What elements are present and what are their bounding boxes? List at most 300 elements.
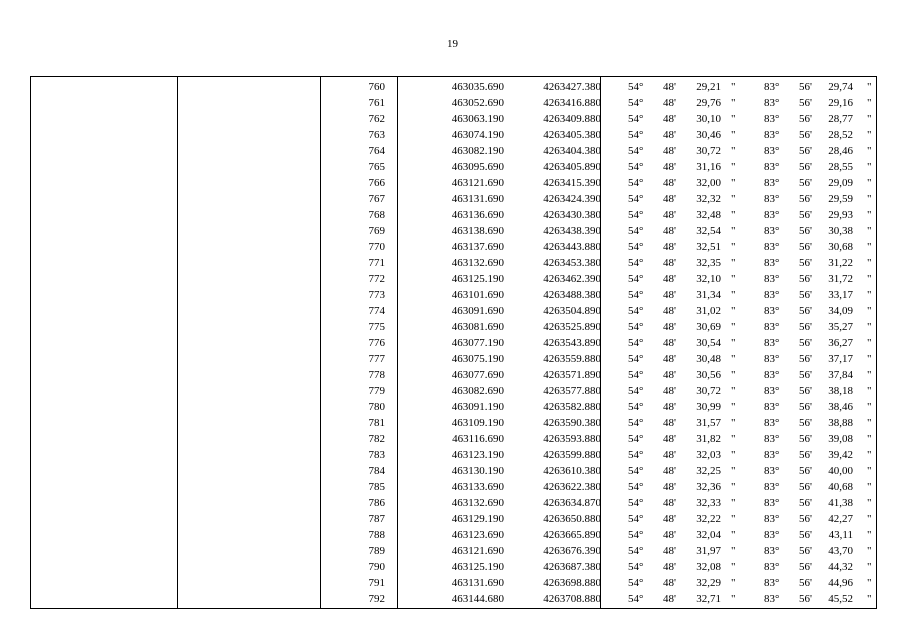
longitude-seconds: 29,09 [828, 177, 853, 189]
longitude-minutes: 56' [799, 529, 812, 541]
x-coordinate: 463101.690 [451, 289, 504, 301]
longitude-degrees: 83° [764, 417, 780, 429]
y-coordinate: 4263665.890 [543, 529, 601, 541]
longitude-minutes: 56' [799, 129, 812, 141]
seconds-symbol: " [867, 545, 872, 557]
latitude-seconds: 30,72 [696, 145, 721, 157]
seconds-symbol: " [867, 481, 872, 493]
latitude-minutes: 48' [663, 577, 676, 589]
table-row [31, 159, 876, 175]
latitude-minutes: 48' [663, 385, 676, 397]
latitude-minutes: 48' [663, 545, 676, 557]
seconds-symbol: " [731, 593, 736, 605]
latitude-minutes: 48' [663, 177, 676, 189]
longitude-seconds: 44,96 [828, 577, 853, 589]
seconds-symbol: " [867, 369, 872, 381]
seconds-symbol: " [867, 209, 872, 221]
latitude-minutes: 48' [663, 529, 676, 541]
longitude-degrees: 83° [764, 545, 780, 557]
longitude-seconds: 31,72 [828, 273, 853, 285]
point-number: 777 [368, 353, 385, 365]
x-coordinate: 463077.690 [451, 369, 504, 381]
x-coordinate: 463082.690 [451, 385, 504, 397]
longitude-degrees: 83° [764, 193, 780, 205]
latitude-minutes: 48' [663, 561, 676, 573]
y-coordinate: 4263571.890 [543, 369, 601, 381]
y-coordinate: 4263582.880 [543, 401, 601, 413]
latitude-degrees: 54° [628, 321, 644, 333]
point-number: 763 [368, 129, 385, 141]
longitude-degrees: 83° [764, 113, 780, 125]
latitude-seconds: 32,04 [696, 529, 721, 541]
longitude-degrees: 83° [764, 129, 780, 141]
point-number: 764 [368, 145, 385, 157]
point-number: 767 [368, 193, 385, 205]
longitude-minutes: 56' [799, 577, 812, 589]
longitude-degrees: 83° [764, 481, 780, 493]
seconds-symbol: " [731, 273, 736, 285]
latitude-seconds: 32,08 [696, 561, 721, 573]
longitude-minutes: 56' [799, 353, 812, 365]
latitude-minutes: 48' [663, 113, 676, 125]
point-number: 790 [368, 561, 385, 573]
x-coordinate: 463082.190 [451, 145, 504, 157]
point-number: 788 [368, 529, 385, 541]
latitude-degrees: 54° [628, 273, 644, 285]
longitude-minutes: 56' [799, 81, 812, 93]
y-coordinate: 4263430.380 [543, 209, 601, 221]
latitude-minutes: 48' [663, 129, 676, 141]
longitude-seconds: 29,59 [828, 193, 853, 205]
longitude-degrees: 83° [764, 97, 780, 109]
latitude-minutes: 48' [663, 257, 676, 269]
seconds-symbol: " [867, 225, 872, 237]
table-row [31, 111, 876, 127]
x-coordinate: 463091.690 [451, 305, 504, 317]
longitude-seconds: 43,11 [828, 529, 853, 541]
longitude-seconds: 44,32 [828, 561, 853, 573]
latitude-minutes: 48' [663, 81, 676, 93]
longitude-seconds: 38,18 [828, 385, 853, 397]
seconds-symbol: " [731, 81, 736, 93]
latitude-degrees: 54° [628, 417, 644, 429]
longitude-minutes: 56' [799, 241, 812, 253]
point-number: 772 [368, 273, 385, 285]
longitude-minutes: 56' [799, 225, 812, 237]
latitude-degrees: 54° [628, 481, 644, 493]
latitude-seconds: 32,22 [696, 513, 721, 525]
x-coordinate: 463136.690 [451, 209, 504, 221]
seconds-symbol: " [867, 449, 872, 461]
latitude-degrees: 54° [628, 193, 644, 205]
table-row [31, 335, 876, 351]
latitude-minutes: 48' [663, 433, 676, 445]
longitude-seconds: 38,46 [828, 401, 853, 413]
longitude-degrees: 83° [764, 161, 780, 173]
latitude-seconds: 30,72 [696, 385, 721, 397]
seconds-symbol: " [867, 385, 872, 397]
latitude-degrees: 54° [628, 97, 644, 109]
x-coordinate: 463035.690 [451, 81, 504, 93]
seconds-symbol: " [731, 401, 736, 413]
y-coordinate: 4263543.890 [543, 337, 601, 349]
point-number: 787 [368, 513, 385, 525]
seconds-symbol: " [867, 193, 872, 205]
latitude-degrees: 54° [628, 81, 644, 93]
longitude-degrees: 83° [764, 241, 780, 253]
point-number: 771 [368, 257, 385, 269]
latitude-seconds: 30,10 [696, 113, 721, 125]
table-row [31, 287, 876, 303]
latitude-seconds: 32,10 [696, 273, 721, 285]
longitude-seconds: 43,70 [828, 545, 853, 557]
x-coordinate: 463131.690 [451, 193, 504, 205]
y-coordinate: 4263415.390 [543, 177, 601, 189]
seconds-symbol: " [731, 353, 736, 365]
seconds-symbol: " [731, 129, 736, 141]
point-number: 774 [368, 305, 385, 317]
y-coordinate: 4263488.380 [543, 289, 601, 301]
latitude-seconds: 32,51 [696, 241, 721, 253]
table-row [31, 511, 876, 527]
latitude-minutes: 48' [663, 161, 676, 173]
point-number: 779 [368, 385, 385, 397]
latitude-degrees: 54° [628, 497, 644, 509]
latitude-minutes: 48' [663, 481, 676, 493]
seconds-symbol: " [867, 417, 872, 429]
table-row [31, 415, 876, 431]
longitude-minutes: 56' [799, 289, 812, 301]
latitude-minutes: 48' [663, 225, 676, 237]
latitude-minutes: 48' [663, 97, 676, 109]
seconds-symbol: " [867, 401, 872, 413]
seconds-symbol: " [731, 417, 736, 429]
seconds-symbol: " [867, 593, 872, 605]
longitude-seconds: 28,77 [828, 113, 853, 125]
longitude-degrees: 83° [764, 385, 780, 397]
seconds-symbol: " [867, 305, 872, 317]
longitude-seconds: 36,27 [828, 337, 853, 349]
table-row [31, 303, 876, 319]
y-coordinate: 4263424.390 [543, 193, 601, 205]
point-number: 785 [368, 481, 385, 493]
latitude-degrees: 54° [628, 113, 644, 125]
table-row [31, 559, 876, 575]
longitude-minutes: 56' [799, 593, 812, 605]
point-number: 778 [368, 369, 385, 381]
seconds-symbol: " [867, 289, 872, 301]
latitude-seconds: 32,33 [696, 497, 721, 509]
x-coordinate: 463095.690 [451, 161, 504, 173]
latitude-degrees: 54° [628, 449, 644, 461]
y-coordinate: 4263577.880 [543, 385, 601, 397]
longitude-degrees: 83° [764, 337, 780, 349]
point-number: 761 [368, 97, 385, 109]
y-coordinate: 4263404.380 [543, 145, 601, 157]
longitude-minutes: 56' [799, 481, 812, 493]
table-row [31, 175, 876, 191]
seconds-symbol: " [867, 465, 872, 477]
latitude-degrees: 54° [628, 385, 644, 397]
longitude-minutes: 56' [799, 497, 812, 509]
seconds-symbol: " [731, 193, 736, 205]
longitude-seconds: 33,17 [828, 289, 853, 301]
y-coordinate: 4263525.890 [543, 321, 601, 333]
longitude-seconds: 40,00 [828, 465, 853, 477]
point-number: 792 [368, 593, 385, 605]
latitude-degrees: 54° [628, 433, 644, 445]
latitude-seconds: 32,71 [696, 593, 721, 605]
longitude-degrees: 83° [764, 177, 780, 189]
longitude-minutes: 56' [799, 465, 812, 477]
seconds-symbol: " [731, 161, 736, 173]
latitude-minutes: 48' [663, 593, 676, 605]
x-coordinate: 463077.190 [451, 337, 504, 349]
seconds-symbol: " [731, 513, 736, 525]
longitude-degrees: 83° [764, 449, 780, 461]
latitude-minutes: 48' [663, 465, 676, 477]
y-coordinate: 4263462.390 [543, 273, 601, 285]
y-coordinate: 4263443.880 [543, 241, 601, 253]
point-number: 780 [368, 401, 385, 413]
table-row [31, 79, 876, 95]
y-coordinate: 4263416.880 [543, 97, 601, 109]
y-coordinate: 4263698.880 [543, 577, 601, 589]
table-row [31, 399, 876, 415]
seconds-symbol: " [867, 113, 872, 125]
table-row [31, 239, 876, 255]
table-row [31, 143, 876, 159]
seconds-symbol: " [731, 497, 736, 509]
seconds-symbol: " [867, 81, 872, 93]
longitude-minutes: 56' [799, 209, 812, 221]
seconds-symbol: " [867, 529, 872, 541]
longitude-degrees: 83° [764, 81, 780, 93]
y-coordinate: 4263559.880 [543, 353, 601, 365]
latitude-seconds: 30,99 [696, 401, 721, 413]
table-row [31, 479, 876, 495]
longitude-degrees: 83° [764, 209, 780, 221]
point-number: 773 [368, 289, 385, 301]
x-coordinate: 463132.690 [451, 257, 504, 269]
latitude-minutes: 48' [663, 417, 676, 429]
y-coordinate: 4263599.880 [543, 449, 601, 461]
latitude-minutes: 48' [663, 209, 676, 221]
table-row [31, 319, 876, 335]
x-coordinate: 463125.190 [451, 561, 504, 573]
longitude-minutes: 56' [799, 545, 812, 557]
point-number: 784 [368, 465, 385, 477]
longitude-seconds: 34,09 [828, 305, 853, 317]
longitude-minutes: 56' [799, 273, 812, 285]
point-number: 766 [368, 177, 385, 189]
point-number: 791 [368, 577, 385, 589]
latitude-minutes: 48' [663, 241, 676, 253]
point-number: 768 [368, 209, 385, 221]
table-row [31, 223, 876, 239]
x-coordinate: 463144.680 [451, 593, 504, 605]
seconds-symbol: " [731, 177, 736, 189]
longitude-degrees: 83° [764, 529, 780, 541]
longitude-degrees: 83° [764, 289, 780, 301]
seconds-symbol: " [867, 273, 872, 285]
y-coordinate: 4263409.880 [543, 113, 601, 125]
longitude-seconds: 41,38 [828, 497, 853, 509]
longitude-seconds: 45,52 [828, 593, 853, 605]
seconds-symbol: " [731, 241, 736, 253]
y-coordinate: 4263687.380 [543, 561, 601, 573]
latitude-seconds: 31,02 [696, 305, 721, 317]
seconds-symbol: " [867, 161, 872, 173]
table-row [31, 95, 876, 111]
x-coordinate: 463116.690 [452, 433, 504, 445]
seconds-symbol: " [731, 449, 736, 461]
latitude-degrees: 54° [628, 401, 644, 413]
point-number: 781 [368, 417, 385, 429]
x-coordinate: 463121.690 [451, 177, 504, 189]
table-row [31, 191, 876, 207]
seconds-symbol: " [867, 577, 872, 589]
x-coordinate: 463130.190 [451, 465, 504, 477]
seconds-symbol: " [867, 513, 872, 525]
point-number: 783 [368, 449, 385, 461]
x-coordinate: 463081.690 [451, 321, 504, 333]
latitude-minutes: 48' [663, 273, 676, 285]
latitude-seconds: 31,34 [696, 289, 721, 301]
latitude-seconds: 32,36 [696, 481, 721, 493]
latitude-degrees: 54° [628, 289, 644, 301]
latitude-degrees: 54° [628, 353, 644, 365]
x-coordinate: 463123.690 [451, 529, 504, 541]
table-row [31, 463, 876, 479]
seconds-symbol: " [731, 289, 736, 301]
latitude-degrees: 54° [628, 225, 644, 237]
longitude-minutes: 56' [799, 145, 812, 157]
x-coordinate: 463052.690 [451, 97, 504, 109]
longitude-minutes: 56' [799, 257, 812, 269]
latitude-minutes: 48' [663, 289, 676, 301]
seconds-symbol: " [731, 561, 736, 573]
longitude-seconds: 31,22 [828, 257, 853, 269]
table-row [31, 271, 876, 287]
longitude-seconds: 42,27 [828, 513, 853, 525]
longitude-degrees: 83° [764, 513, 780, 525]
longitude-degrees: 83° [764, 369, 780, 381]
longitude-minutes: 56' [799, 401, 812, 413]
longitude-minutes: 56' [799, 161, 812, 173]
latitude-minutes: 48' [663, 401, 676, 413]
point-number: 765 [368, 161, 385, 173]
latitude-seconds: 32,54 [696, 225, 721, 237]
point-number: 775 [368, 321, 385, 333]
seconds-symbol: " [731, 385, 736, 397]
latitude-degrees: 54° [628, 161, 644, 173]
x-coordinate: 463133.690 [451, 481, 504, 493]
table-row [31, 127, 876, 143]
point-number: 782 [368, 433, 385, 445]
latitude-minutes: 48' [663, 321, 676, 333]
seconds-symbol: " [731, 209, 736, 221]
y-coordinate: 4263622.380 [543, 481, 601, 493]
longitude-degrees: 83° [764, 465, 780, 477]
latitude-degrees: 54° [628, 337, 644, 349]
longitude-seconds: 29,74 [828, 81, 853, 93]
latitude-seconds: 31,97 [696, 545, 721, 557]
latitude-degrees: 54° [628, 257, 644, 269]
latitude-seconds: 31,57 [696, 417, 721, 429]
x-coordinate: 463091.190 [451, 401, 504, 413]
seconds-symbol: " [731, 305, 736, 317]
x-coordinate: 463129.190 [451, 513, 504, 525]
seconds-symbol: " [867, 497, 872, 509]
point-number: 762 [368, 113, 385, 125]
longitude-minutes: 56' [799, 385, 812, 397]
longitude-degrees: 83° [764, 593, 780, 605]
table-row [31, 431, 876, 447]
seconds-symbol: " [731, 321, 736, 333]
longitude-minutes: 56' [799, 113, 812, 125]
y-coordinate: 4263405.890 [543, 161, 601, 173]
latitude-seconds: 30,69 [696, 321, 721, 333]
y-coordinate: 4263634.870 [543, 497, 601, 509]
latitude-degrees: 54° [628, 529, 644, 541]
latitude-minutes: 48' [663, 193, 676, 205]
latitude-degrees: 54° [628, 513, 644, 525]
seconds-symbol: " [731, 529, 736, 541]
latitude-seconds: 30,54 [696, 337, 721, 349]
longitude-minutes: 56' [799, 97, 812, 109]
latitude-degrees: 54° [628, 177, 644, 189]
y-coordinate: 4263504.890 [543, 305, 601, 317]
longitude-minutes: 56' [799, 513, 812, 525]
table-row [31, 351, 876, 367]
latitude-degrees: 54° [628, 145, 644, 157]
longitude-seconds: 29,93 [828, 209, 853, 221]
longitude-degrees: 83° [764, 577, 780, 589]
table-row [31, 207, 876, 223]
seconds-symbol: " [731, 577, 736, 589]
x-coordinate: 463121.690 [451, 545, 504, 557]
longitude-seconds: 39,42 [828, 449, 853, 461]
latitude-degrees: 54° [628, 305, 644, 317]
latitude-minutes: 48' [663, 353, 676, 365]
point-number: 769 [368, 225, 385, 237]
table-row [31, 383, 876, 399]
latitude-degrees: 54° [628, 369, 644, 381]
y-coordinate: 4263427.380 [543, 81, 601, 93]
longitude-degrees: 83° [764, 225, 780, 237]
longitude-seconds: 37,17 [828, 353, 853, 365]
y-coordinate: 4263593.880 [543, 433, 601, 445]
longitude-seconds: 38,88 [828, 417, 853, 429]
latitude-seconds: 30,56 [696, 369, 721, 381]
latitude-minutes: 48' [663, 513, 676, 525]
table-row [31, 543, 876, 559]
seconds-symbol: " [867, 145, 872, 157]
longitude-degrees: 83° [764, 497, 780, 509]
longitude-degrees: 83° [764, 273, 780, 285]
latitude-seconds: 31,16 [696, 161, 721, 173]
page-number: 19 [447, 38, 458, 50]
longitude-seconds: 39,08 [828, 433, 853, 445]
x-coordinate: 463137.690 [451, 241, 504, 253]
x-coordinate: 463075.190 [451, 353, 504, 365]
seconds-symbol: " [867, 257, 872, 269]
longitude-degrees: 83° [764, 433, 780, 445]
seconds-symbol: " [867, 177, 872, 189]
latitude-seconds: 29,21 [696, 81, 721, 93]
seconds-symbol: " [731, 465, 736, 477]
